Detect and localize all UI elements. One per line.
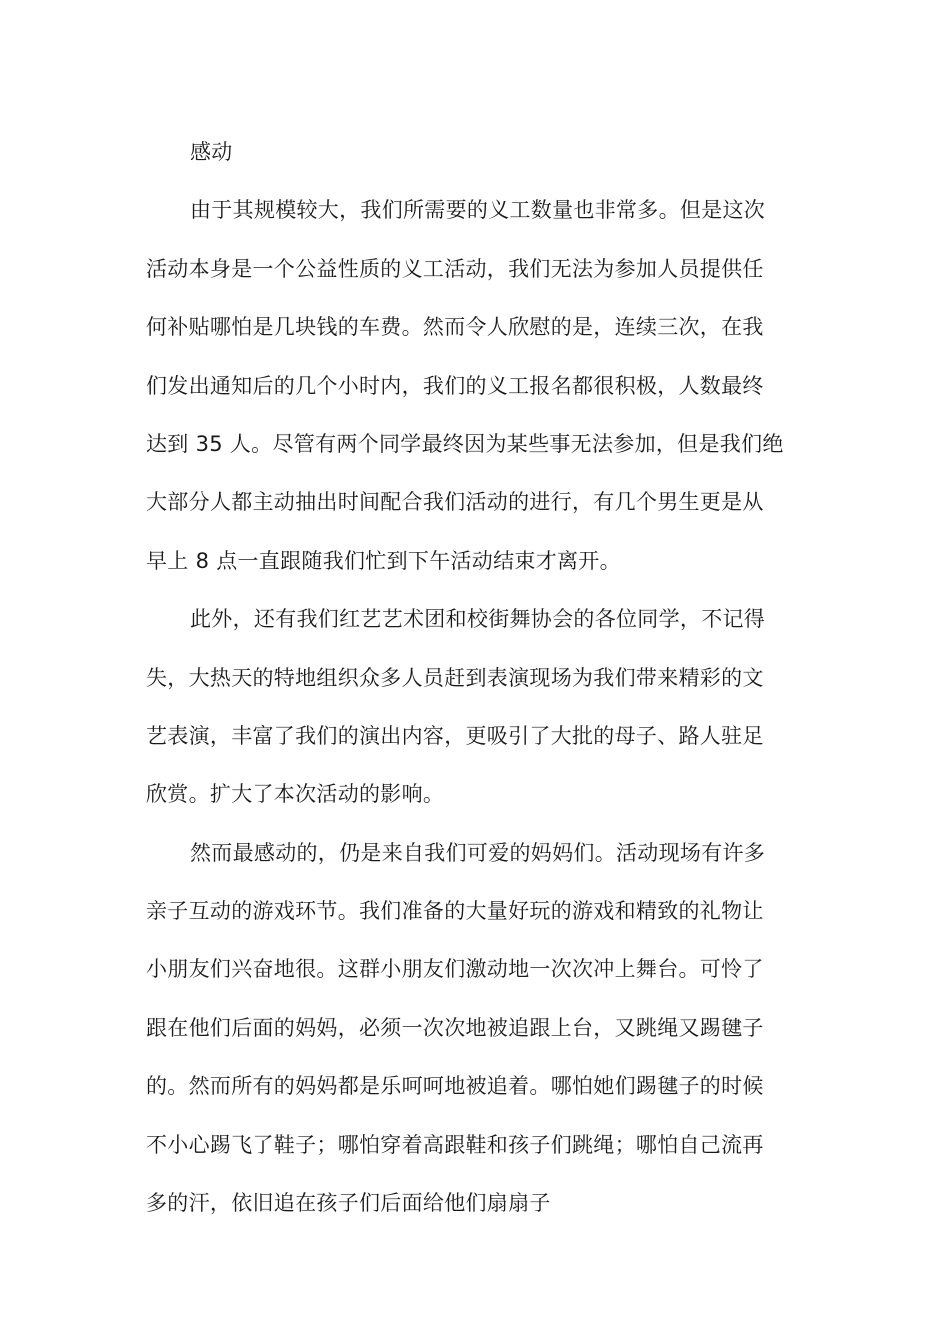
paragraph-1	[146, 186, 814, 595]
paragraph-line: 欣赏。扩大了本次活动的影响。	[146, 782, 445, 807]
paragraph-line: 然而最感动的，仍是来自我们可爱的妈妈们。活动现场有许多	[190, 840, 766, 865]
paragraph-line: 此外，还有我们红艺艺术团和校街舞协会的各位同学，不记得	[190, 607, 766, 632]
paragraph-line: 的。然而所有的妈妈都是乐呵呵地被追着。哪怕她们踢毽子的时候	[146, 1074, 764, 1099]
section-heading: 感动	[190, 140, 233, 164]
paragraph-line: 小朋友们兴奋地很。这群小朋友们激动地一次次冲上舞台。可怜了	[146, 957, 764, 982]
paragraph-line: 何补贴哪怕是几块钱的车费。然而令人欣慰的是，连续三次，在我	[146, 315, 764, 340]
document-body	[146, 128, 814, 1237]
paragraph-line: 大部分人都主动抽出时间配合我们活动的进行，有几个男生更是从	[146, 490, 764, 515]
paragraph-line: 早上 8 点一直跟随我们忙到下午活动结束才离开。	[146, 548, 621, 573]
paragraph-line: 由于其规模较大，我们所需要的义工数量也非常多。但是这次	[190, 198, 766, 223]
paragraph-line: 活动本身是一个公益性质的义工活动，我们无法为参加人员提供任	[146, 256, 764, 281]
paragraph-line: 们发出通知后的几个小时内，我们的义工报名都很积极，人数最终	[146, 373, 764, 398]
paragraph-line: 失，大热天的特地组织众多人员赶到表演现场为我们带来精彩的文	[146, 665, 764, 690]
paragraph-line: 跟在他们后面的妈妈，必须一次次地被追跟上台，又跳绳又踢毽子	[146, 1015, 764, 1040]
paragraph-line: 不小心踢飞了鞋子；哪怕穿着高跟鞋和孩子们跳绳；哪怕自己流再	[146, 1132, 764, 1157]
paragraph-line: 艺表演，丰富了我们的演出内容，更吸引了大批的母子、路人驻足	[146, 723, 764, 748]
paragraph-3	[146, 829, 814, 1238]
paragraph-line: 亲子互动的游戏环节。我们准备的大量好玩的游戏和精致的礼物让	[146, 899, 764, 924]
paragraph-2	[146, 595, 814, 829]
paragraph-line: 多的汗，依旧追在孩子们后面给他们扇扇子	[146, 1191, 551, 1216]
paragraph-line: 达到 35 人。尽管有两个同学最终因为某些事无法参加，但是我们绝	[146, 431, 784, 456]
